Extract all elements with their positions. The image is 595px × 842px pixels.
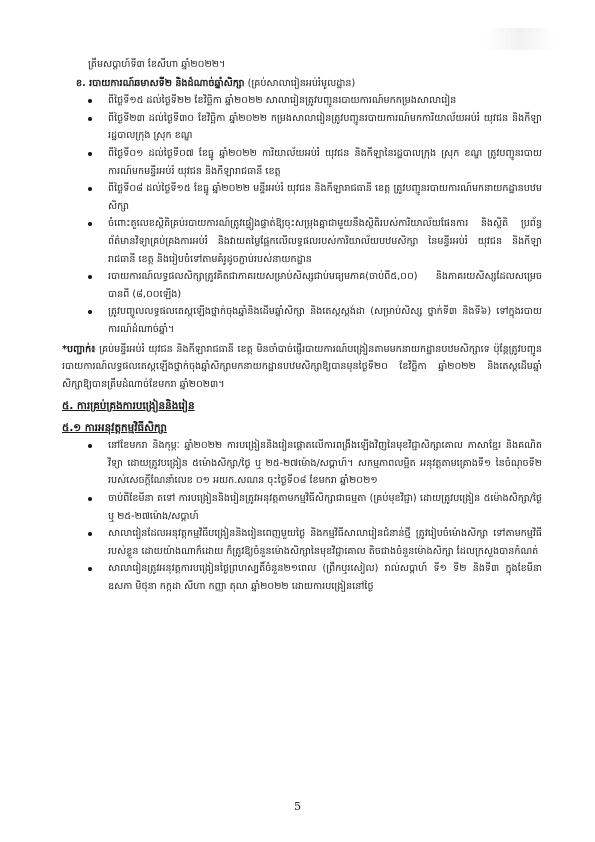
list-item: ពីថ្ងៃទី១៥ ដល់ថ្ងៃទី២២ ខែវិច្ឆិកា ឆ្នាំ២០២២ សាលារៀនត្រូវបញ្ជូនរបាយការណ៍មកកម្រងសាលារៀន bbox=[88, 92, 542, 110]
section-heading-5-1: ៥.១ ការអនុវត្តកម្មវិធីសិក្សា bbox=[62, 422, 167, 435]
note-paragraph bbox=[62, 341, 542, 394]
page-content bbox=[62, 56, 542, 596]
list-item: ពីថ្ងៃទី២៣ ដល់ថ្ងៃទី៣០ ខែវិច្ឆិកា ឆ្នាំ២០២២ កម្រងសាលារៀនត្រូវបញ្ជូនរបាយការណ៍មកការិយាល័យអប់រំ យុវជន និងកីឡារដ្ឋបាលក្រុង ស្រុក ខណ្ឌ bbox=[88, 110, 542, 145]
page-number: 5 bbox=[294, 800, 301, 813]
bullet-icon bbox=[88, 310, 92, 314]
list-item: សាលារៀនត្រូវអនុវត្តការបង្រៀនថ្ងៃព្រហស្បតិ៍ចំនួន២១ពេល (ព្រឹកឬរសៀល) រាល់សប្ដាហ៍ ទី១ ទី២ និងទី៣ ក្នុងខែមីនា ឧសភា មិថុនា កក្កដា សីហា កញ្ញា តុលា ឆ្នាំ២០២២ ដោយការបង្រៀននៅថ្ងៃ bbox=[88, 560, 542, 595]
bullet-icon bbox=[88, 567, 92, 571]
bullet-icon bbox=[88, 275, 92, 279]
list-item: របាយការណ៍លទ្ធផលសិក្សាត្រូវគិតជាភាគរយសម្រាប់សិស្សជាប់មធ្យមភាគ(ចាប់ពី៥,០០) និងភាគរយសិស្សដែលសម្រេចបានពី (៨,០០ឡើង) bbox=[88, 268, 542, 303]
note-text: គ្រប់មន្ទីរអប់រំ យុវជន និងកីឡារាជធានី ខេត្ត មិនចាំបាច់ផ្ញើរបាយការណ៍បង្រៀនតាមមកនាយកដ្ឋានបឋមសិក្សាទេ ប៉ុន្តែត្រូវបញ្ជូនរបាយការណ៍លទ្ធផលតេស្តឡើងថ្នាក់ចុងឆ្នាំសិក្សាមកនាយកដ្ឋានបឋមសិក្សាឱ្យបានមុនថ្ងៃទី២០ ខែវិច្ឆិកា ឆ្នាំ២០២២ និងតេស្តដើមឆ្នាំសិក្សាឱ្យបានត្រឹមដំណាច់ខែមករា ឆ្នាំ២០២៣។ bbox=[62, 343, 542, 390]
report-schedule-list bbox=[62, 92, 542, 338]
bullet-icon bbox=[88, 187, 92, 191]
bullet-icon bbox=[88, 444, 92, 448]
list-item: នៅខែមករា និងកុម្ភៈ ឆ្នាំ២០២២ ការបង្រៀននិងរៀនផ្ដោតលើការពង្រឹងឡើងវិញនៃមុខវិជ្ជាសិក្សាគោល ភាសាខ្មែរ និងគណិតវិទ្យា ដោយត្រូវបង្រៀន ៥ម៉ោងសិក្សា/ថ្ងៃ ឬ ២៥-២៧ម៉ោង/សប្ដាហ៍។ សកម្មភាពលម្អិត អនុវត្តតាមគ្រោងទី១ នៃចំណុចទី២ របស់សេចក្ដីណែនាំលេខ ០១ អយក.សណន ចុះថ្ងៃទី០៨ ខែមករា ឆ្នាំ២០២១ bbox=[88, 437, 542, 490]
list-item: ចំពោះតួលេខស្ថិតិគ្រប់របាយការណ៍ត្រូវផ្ទៀងផ្ទាត់ឱ្យចុះសម្រុងគ្នាជាមួយនឹងស្ថិតិរបស់ការិយាល័យផែនការ និងស្ថិតិ ប្រព័ន្ធព័ត៌មានវិទ្យាគ្រប់គ្រងការអប់រំ និងវាយតម្លៃផ្អែកលើលទ្ធផលរបស់ការិយាល័យបឋមសិក្សា នៃមន្ទីរអប់រំ យុវជន និងកីឡា រាជធានី ខេត្ត និងរៀបចំទៅតាមគំរូដូចភ្ជាប់របស់នាយកដ្ឋាន bbox=[88, 215, 542, 268]
curriculum-list bbox=[62, 437, 542, 595]
list-item: ពីថ្ងៃទី០១ ដល់ថ្ងៃទី០៧ ខែធ្នូ ឆ្នាំ២០២២ ការិយាល័យអប់រំ យុវជន និងកីឡានៃរដ្ឋបាលក្រុង ស្រុក ខណ្ឌ ត្រូវបញ្ជូនរបាយការណ៍មកមន្ទីរអប់រំ យុវជន និងកីឡារាជធានី ខេត្ត bbox=[88, 145, 542, 180]
subheading-note: (គ្រប់សាលារៀនអប់រំមូលដ្ឋាន) bbox=[244, 77, 356, 89]
bullet-icon bbox=[88, 222, 92, 226]
bullet-icon bbox=[88, 117, 92, 121]
continuation-line: ត្រឹមសប្ដាហ៍ទី៣ ខែសីហា ឆ្នាំ២០២២។ bbox=[88, 59, 226, 70]
bullet-icon bbox=[88, 152, 92, 156]
bullet-icon bbox=[88, 497, 92, 501]
bullet-icon bbox=[88, 532, 92, 536]
list-item: ត្រូវបញ្ចូលលទ្ធផលតេស្តឡើងថ្នាក់ចុងឆ្នាំនិងដើមឆ្នាំសិក្សា និងតេស្តស្តង់ដា (សម្រាប់សិស្ស ថ្នាក់ទី៣ និងទី៦) ទៅក្នុងរបាយការណ៍ដំណាច់ឆ្នាំ។ bbox=[88, 303, 542, 338]
note-label: *បញ្ជាក់៖ bbox=[62, 343, 96, 355]
list-item: សាលារៀនដែលអនុវត្តកម្មវិធីបង្រៀននិងរៀនពេញមួយថ្ងៃ និងកម្មវិធីសាលារៀនជំនាន់ថ្មី ត្រូវរៀបចំម៉ោងសិក្សា ទៅតាមកម្មវិធីរបស់ខ្លួន ដោយយ៉ាងណាក៏ដោយ ក៏ត្រូវឱ្យចំនួនម៉ោងសិក្សានៃមុខវិជ្ជាគោល តិចជាងចំនួនម៉ោងសិក្សា ដែលក្រសួងបានកំណត់ bbox=[88, 525, 542, 560]
list-item: ពីថ្ងៃទី០៨ ដល់ថ្ងៃទី១៥ ខែធ្នូ ឆ្នាំ២០២២ មន្ទីរអប់រំ យុវជន និងកីឡារាជធានី ខេត្ត ត្រូវបញ្ជូនរបាយការណ៍មកនាយកដ្ឋានបឋមសិក្សា bbox=[88, 180, 542, 215]
list-item: ចាប់ពីខែមីនា តទៅ ការបង្រៀននិងរៀនត្រូវអនុវត្តតាមកម្មវិធីសិក្សាជាធម្មតា (គ្រប់មុខវិជ្ជា) ដោយត្រូវបង្រៀន ៥ម៉ោងសិក្សា/ថ្ងៃ ឬ ២៥-២៧ម៉ោង/សប្ដាហ៍ bbox=[88, 490, 542, 525]
subheading-title: ខ. របាយការណ៍ឆមាសទី២ និងដំណាច់ឆ្នាំសិក្សា bbox=[76, 77, 245, 89]
subheading-report-semester2 bbox=[62, 75, 542, 93]
bullet-icon bbox=[88, 99, 92, 103]
scan-mark bbox=[485, 28, 555, 50]
section-heading-5: ៥. ការគ្រប់គ្រងការបង្រៀននិងរៀន bbox=[62, 400, 195, 413]
